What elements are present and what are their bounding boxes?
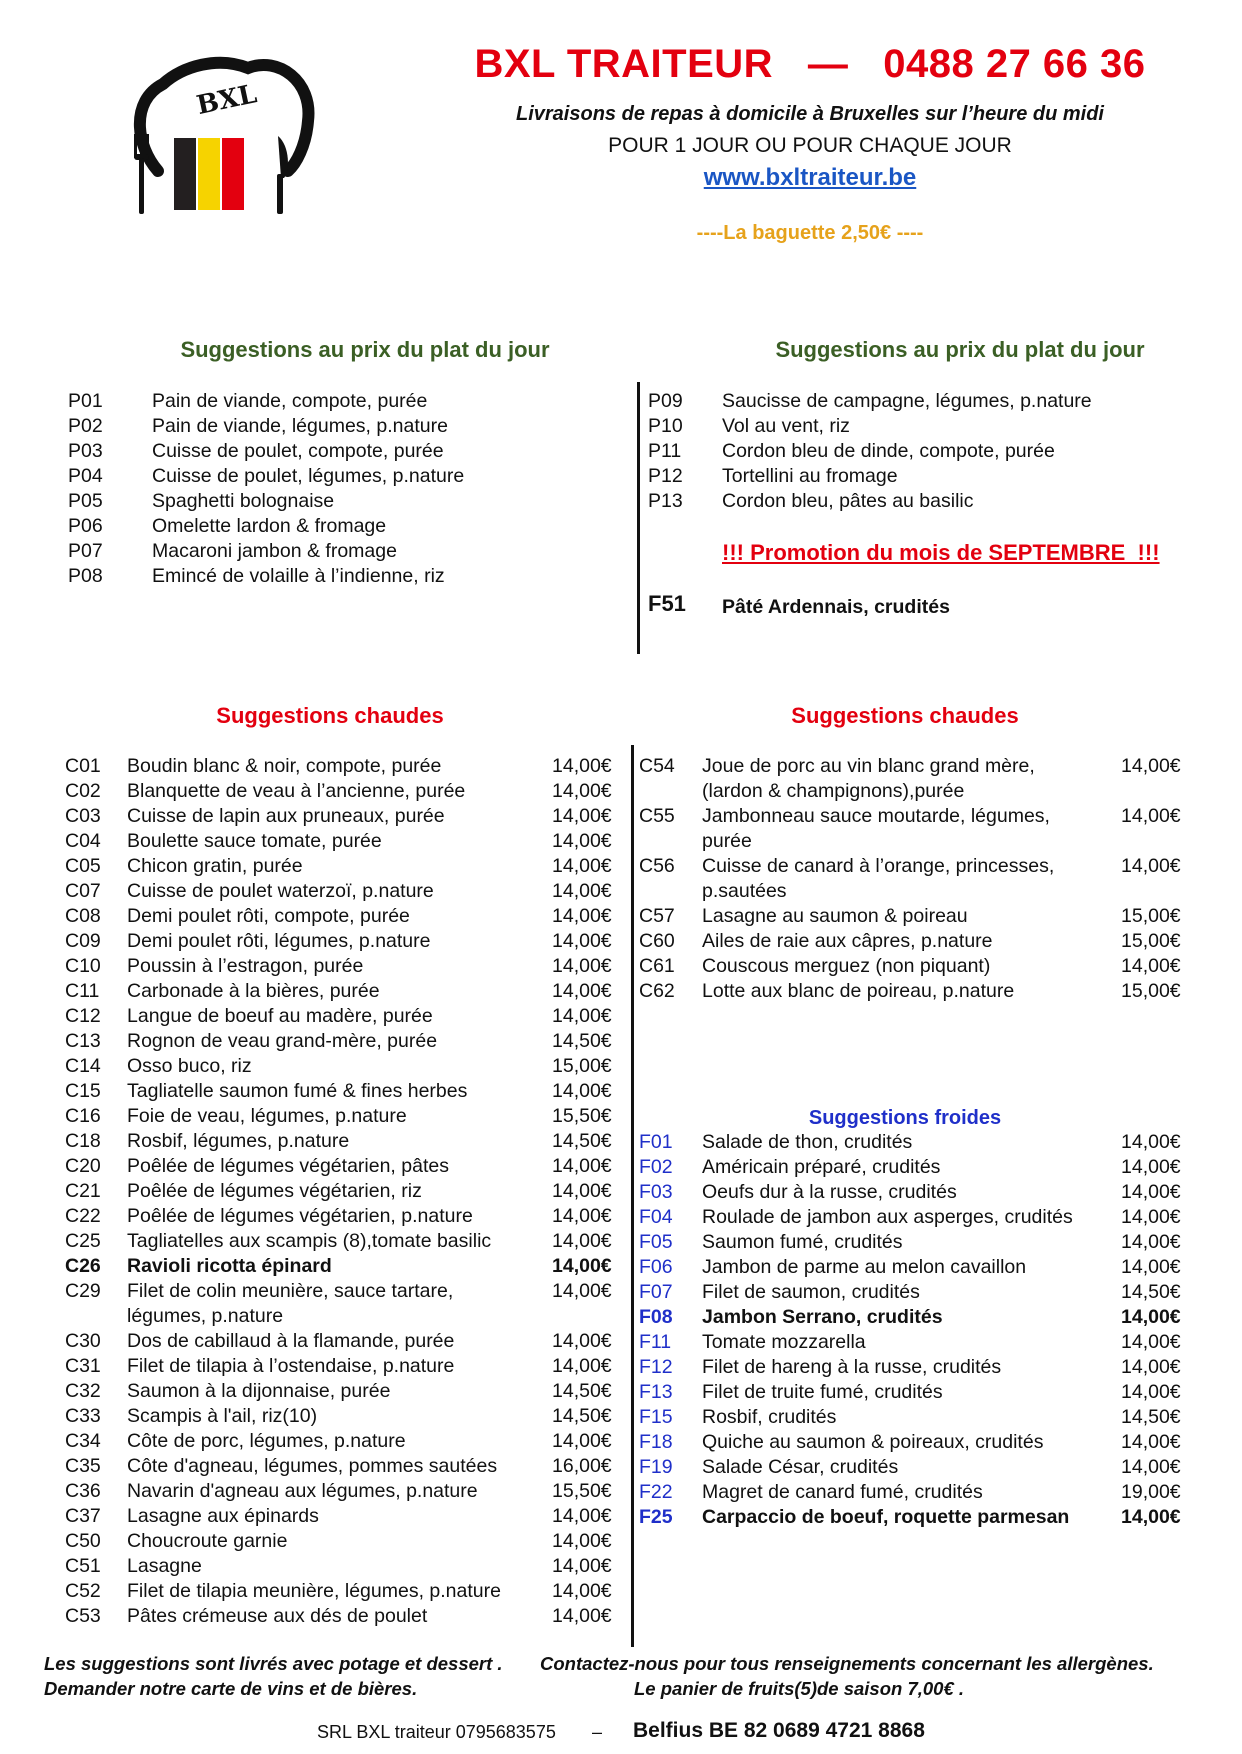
- item-code: F12: [639, 1356, 673, 1378]
- item-name: Omelette lardon & fromage: [152, 515, 387, 537]
- item-code: C10: [65, 955, 101, 977]
- item-price: 14,00€: [1121, 1381, 1181, 1403]
- item-name: Pain de viande, compote, purée: [152, 390, 428, 412]
- item-code: C20: [65, 1155, 101, 1177]
- item-code: P09: [648, 390, 683, 412]
- item-price: 15,00€: [1121, 905, 1181, 927]
- item-code: C25: [65, 1230, 101, 1252]
- item-name: Navarin d'agneau aux légumes, p.nature: [127, 1480, 478, 1502]
- item-price: 14,00€: [1121, 1331, 1181, 1353]
- item-price: 14,50€: [1121, 1281, 1181, 1303]
- brand-title: BXL TRAITEUR — 0488 27 66 36: [474, 42, 1146, 86]
- item-code: F04: [639, 1206, 673, 1228]
- item-code: P03: [68, 440, 103, 462]
- item-name: Jambon de parme au melon cavaillon: [702, 1256, 1027, 1278]
- item-code: P11: [648, 440, 682, 462]
- item-name: Quiche au saumon & poireaux, crudités: [702, 1431, 1044, 1453]
- footer-note-wines: Demander notre carte de vins et de bières.: [44, 1678, 418, 1699]
- item-price: 14,00€: [552, 1005, 612, 1027]
- flag-yellow: [198, 138, 220, 210]
- item-code: C34: [65, 1430, 101, 1452]
- chef-hat-logo-icon: [128, 46, 316, 216]
- item-name: Saucisse de campagne, légumes, p.nature: [722, 390, 1092, 412]
- item-code: C54: [639, 755, 675, 777]
- item-code: P07: [68, 540, 103, 562]
- item-price: 14,50€: [552, 1130, 612, 1152]
- item-name: Saumon fumé, crudités: [702, 1231, 903, 1253]
- item-code: C35: [65, 1455, 101, 1477]
- item-name: Choucroute garnie: [127, 1530, 288, 1552]
- item-code: F08: [639, 1306, 673, 1328]
- item-name: Filet de tilapia meunière, légumes, p.nature: [127, 1580, 501, 1602]
- item-price: 14,00€: [552, 930, 612, 952]
- item-name: Roulade de jambon aux asperges, crudités: [702, 1206, 1073, 1228]
- plat-du-jour-title-left: Suggestions au prix du plat du jour: [180, 337, 550, 362]
- item-code: P05: [68, 490, 103, 512]
- item-code: C33: [65, 1405, 101, 1427]
- item-code: F19: [639, 1456, 673, 1478]
- item-code: C16: [65, 1105, 101, 1127]
- item-code: C50: [65, 1530, 101, 1552]
- plat-du-jour-title-right: Suggestions au prix du plat du jour: [775, 337, 1145, 362]
- item-code: F07: [639, 1281, 673, 1303]
- item-name: Dos de cabillaud à la flamande, purée: [127, 1330, 455, 1352]
- fork-icon: [134, 134, 149, 214]
- item-code: C62: [639, 980, 675, 1002]
- item-code: C15: [65, 1080, 101, 1102]
- item-code: C11: [65, 980, 100, 1002]
- item-price: 14,00€: [552, 1330, 612, 1352]
- item-price: 14,00€: [552, 805, 612, 827]
- item-name: Tagliatelles aux scampis (8),tomate basilic: [127, 1230, 492, 1252]
- item-name: Boudin blanc & noir, compote, purée: [127, 755, 442, 777]
- item-name: Poêlée de légumes végétarien, p.nature: [127, 1205, 473, 1227]
- item-name: Saumon à la dijonnaise, purée: [127, 1380, 391, 1402]
- item-name: Côte d'agneau, légumes, pommes sautées: [127, 1455, 498, 1477]
- item-name: Oeufs dur à la russe, crudités: [702, 1181, 957, 1203]
- item-price: 19,00€: [1121, 1481, 1181, 1503]
- item-code: F15: [639, 1406, 673, 1428]
- item-code: C61: [639, 955, 675, 977]
- item-name: Filet de colin meunière, sauce tartare,: [127, 1280, 454, 1302]
- item-code: F02: [639, 1156, 673, 1178]
- item-name: Foie de veau, légumes, p.nature: [127, 1105, 407, 1127]
- item-price: 14,00€: [552, 1080, 612, 1102]
- item-price: 14,00€: [552, 855, 612, 877]
- item-price: 14,00€: [552, 1280, 612, 1302]
- item-name: Salade de thon, crudités: [702, 1131, 913, 1153]
- footer-note-fruits: Le panier de fruits(5)de saison 7,00€ .: [634, 1678, 965, 1699]
- item-code: C57: [639, 905, 675, 927]
- item-code: C13: [65, 1030, 101, 1052]
- item-name: Pain de viande, légumes, p.nature: [152, 415, 448, 437]
- item-code: C56: [639, 855, 675, 877]
- item-price: 14,00€: [1121, 1306, 1181, 1328]
- item-name: Cuisse de poulet, compote, purée: [152, 440, 444, 462]
- item-price: 14,00€: [552, 1605, 612, 1627]
- item-price: 14,50€: [552, 1380, 612, 1402]
- item-name: Macaroni jambon & fromage: [152, 540, 397, 562]
- item-code: C09: [65, 930, 101, 952]
- promotion-banner: !!! Promotion du mois de SEPTEMBRE !!!: [722, 540, 1160, 565]
- item-price: 15,50€: [552, 1480, 612, 1502]
- item-price: 14,00€: [552, 830, 612, 852]
- item-name: Filet de saumon, crudités: [702, 1281, 920, 1303]
- item-code: C52: [65, 1580, 101, 1602]
- item-name: Jambon Serrano, crudités: [702, 1306, 943, 1328]
- item-code: C32: [65, 1380, 101, 1402]
- item-name: Couscous merguez (non piquant): [702, 955, 991, 977]
- item-name: Lasagne: [127, 1555, 202, 1577]
- item-price: 14,00€: [552, 1355, 612, 1377]
- item-name: Cordon bleu de dinde, compote, purée: [722, 440, 1055, 462]
- item-price: 16,00€: [552, 1455, 612, 1477]
- item-name: Chicon gratin, purée: [127, 855, 303, 877]
- company-registration: SRL BXL traiteur 0795683575: [317, 1722, 556, 1742]
- chaudes-title-right: Suggestions chaudes: [791, 703, 1019, 728]
- promo-item-name: Pâté Ardennais, crudités: [722, 596, 950, 618]
- item-price: 14,00€: [552, 780, 612, 802]
- item-price: 14,00€: [1121, 1206, 1181, 1228]
- footer-separator: –: [592, 1722, 603, 1742]
- item-name-continued: (lardon & champignons),purée: [702, 780, 965, 802]
- item-name: Tomate mozzarella: [702, 1331, 866, 1353]
- item-name: Ravioli ricotta épinard: [127, 1255, 332, 1277]
- item-price: 14,00€: [1121, 1256, 1181, 1278]
- item-code: C53: [65, 1605, 101, 1627]
- item-price: 14,00€: [1121, 1356, 1181, 1378]
- item-name: Lasagne au saumon & poireau: [702, 905, 968, 927]
- item-price: 14,00€: [1121, 805, 1181, 827]
- item-code: C01: [65, 755, 101, 777]
- item-price: 14,00€: [1121, 1156, 1181, 1178]
- item-code: C51: [65, 1555, 101, 1577]
- item-name-continued: p.sautées: [702, 880, 787, 902]
- item-price: 14,00€: [1121, 1456, 1181, 1478]
- item-code: C04: [65, 830, 101, 852]
- item-price: 14,00€: [552, 880, 612, 902]
- item-code: P04: [68, 465, 103, 487]
- item-name: Filet de truite fumé, crudités: [702, 1381, 943, 1403]
- item-name: Rognon de veau grand-mère, purée: [127, 1030, 438, 1052]
- item-name: Tagliatelle saumon fumé & fines herbes: [127, 1080, 468, 1102]
- item-price: 14,50€: [552, 1030, 612, 1052]
- item-name: Poêlée de légumes végétarien, pâtes: [127, 1155, 449, 1177]
- item-price: 14,00€: [1121, 755, 1181, 777]
- item-price: 14,00€: [552, 905, 612, 927]
- item-code: P13: [648, 490, 683, 512]
- item-code: C36: [65, 1480, 101, 1502]
- item-price: 14,00€: [552, 1505, 612, 1527]
- item-name: Emincé de volaille à l’indienne, riz: [152, 565, 445, 587]
- item-name: Lotte aux blanc de poireau, p.nature: [702, 980, 1015, 1002]
- item-code: C37: [65, 1505, 101, 1527]
- item-name: Spaghetti bolognaise: [152, 490, 335, 512]
- column-divider: [631, 745, 634, 1647]
- item-name: Vol au vent, riz: [722, 415, 850, 437]
- baguette-price: ----La baguette 2,50€ ----: [696, 222, 924, 244]
- item-name: Cordon bleu, pâtes au basilic: [722, 490, 974, 512]
- item-price: 15,00€: [1121, 930, 1181, 952]
- item-price: 14,00€: [552, 1530, 612, 1552]
- item-code: C30: [65, 1330, 101, 1352]
- item-code: C08: [65, 905, 101, 927]
- item-price: 14,00€: [1121, 955, 1181, 977]
- item-price: 14,00€: [1121, 1231, 1181, 1253]
- item-price: 14,00€: [552, 1255, 612, 1277]
- item-code: P06: [68, 515, 103, 537]
- item-code: F22: [639, 1481, 673, 1503]
- item-price: 14,00€: [552, 1580, 612, 1602]
- item-price: 14,00€: [552, 955, 612, 977]
- item-price: 14,50€: [1121, 1406, 1181, 1428]
- item-name: Langue de boeuf au madère, purée: [127, 1005, 433, 1027]
- item-name: Joue de porc au vin blanc grand mère,: [702, 755, 1035, 777]
- item-price: 14,00€: [552, 980, 612, 1002]
- item-code: F01: [639, 1131, 673, 1153]
- item-code: P01: [68, 390, 103, 412]
- item-name: Lasagne aux épinards: [127, 1505, 319, 1527]
- item-code: P10: [648, 415, 683, 437]
- item-name: Ailes de raie aux câpres, p.nature: [702, 930, 993, 952]
- item-code: C22: [65, 1205, 101, 1227]
- flag-red: [222, 138, 244, 210]
- item-name: Côte de porc, légumes, p.nature: [127, 1430, 406, 1452]
- item-price: 14,00€: [1121, 1181, 1181, 1203]
- flag-black: [174, 138, 196, 210]
- item-price: 14,00€: [552, 1155, 612, 1177]
- item-code: C02: [65, 780, 101, 802]
- item-price: 15,00€: [1121, 980, 1181, 1002]
- item-name: Blanquette de veau à l’ancienne, purée: [127, 780, 466, 802]
- item-code: F13: [639, 1381, 673, 1403]
- item-price: 14,00€: [1121, 1506, 1181, 1528]
- item-name: Osso buco, riz: [127, 1055, 252, 1077]
- item-code: C07: [65, 880, 101, 902]
- item-price: 14,00€: [1121, 1131, 1181, 1153]
- item-price: 14,00€: [552, 1430, 612, 1452]
- item-code: C21: [65, 1180, 101, 1202]
- item-name-continued: légumes, p.nature: [127, 1305, 284, 1327]
- item-code: P02: [68, 415, 103, 437]
- item-name: Jambonneau sauce moutarde, légumes,: [702, 805, 1050, 827]
- logo-text: BXL: [194, 79, 260, 122]
- item-code: C55: [639, 805, 675, 827]
- item-name: Américain préparé, crudités: [702, 1156, 941, 1178]
- item-price: 14,00€: [552, 1230, 612, 1252]
- item-code: C26: [65, 1255, 101, 1277]
- column-divider: [637, 382, 640, 654]
- item-code: F11: [639, 1331, 672, 1353]
- item-code: P08: [68, 565, 103, 587]
- item-name: Rosbif, légumes, p.nature: [127, 1130, 350, 1152]
- item-code: C18: [65, 1130, 101, 1152]
- item-name: Demi poulet rôti, légumes, p.nature: [127, 930, 431, 952]
- item-price: 14,50€: [552, 1405, 612, 1427]
- footer-note-allergens: Contactez-nous pour tous renseignements concernant les allergènes.: [540, 1653, 1154, 1674]
- item-price: 15,00€: [552, 1055, 612, 1077]
- item-price: 14,00€: [552, 755, 612, 777]
- item-name: Tortellini au fromage: [722, 465, 898, 487]
- item-code: C03: [65, 805, 101, 827]
- item-name: Carpaccio de boeuf, roquette parmesan: [702, 1506, 1070, 1528]
- item-price: 14,00€: [1121, 855, 1181, 877]
- item-code: F03: [639, 1181, 673, 1203]
- item-code: F06: [639, 1256, 673, 1278]
- item-name: Poussin à l’estragon, purée: [127, 955, 364, 977]
- item-name: Demi poulet rôti, compote, purée: [127, 905, 410, 927]
- item-name: Cuisse de lapin aux pruneaux, purée: [127, 805, 445, 827]
- item-name: Salade César, crudités: [702, 1456, 899, 1478]
- item-name: Carbonade à la bières, purée: [127, 980, 380, 1002]
- item-price: 14,00€: [552, 1205, 612, 1227]
- item-price: 14,00€: [1121, 1431, 1181, 1453]
- item-name: Rosbif, crudités: [702, 1406, 837, 1428]
- item-name: Filet de tilapia à l’ostendaise, p.nature: [127, 1355, 455, 1377]
- item-code: C60: [639, 930, 675, 952]
- item-code: C31: [65, 1355, 101, 1377]
- item-name: Filet de hareng à la russe, crudités: [702, 1356, 1002, 1378]
- item-name: Scampis à l'ail, riz(10): [127, 1405, 318, 1427]
- item-code: F25: [639, 1506, 673, 1528]
- tagline: Livraisons de repas à domicile à Bruxelles sur l’heure du midi: [516, 103, 1104, 125]
- footer-note-potage: Les suggestions sont livrés avec potage et dessert .: [44, 1653, 503, 1674]
- item-code: C05: [65, 855, 101, 877]
- promo-item-code: F51: [648, 591, 686, 616]
- item-code: C29: [65, 1280, 101, 1302]
- frequency-text: POUR 1 JOUR OU POUR CHAQUE JOUR: [608, 134, 1012, 157]
- item-code: P12: [648, 465, 683, 487]
- item-name: Magret de canard fumé, crudités: [702, 1481, 983, 1503]
- chaudes-title-left: Suggestions chaudes: [216, 703, 444, 728]
- bank-account: Belfius BE 82 0689 4721 8868: [633, 1719, 925, 1742]
- item-code: C12: [65, 1005, 101, 1027]
- item-name: Poêlée de légumes végétarien, riz: [127, 1180, 422, 1202]
- item-name-continued: purée: [702, 830, 752, 852]
- item-name: Cuisse de poulet waterzoï, p.nature: [127, 880, 434, 902]
- item-price: 15,50€: [552, 1105, 612, 1127]
- item-name: Cuisse de canard à l’orange, princesses,: [702, 855, 1055, 877]
- item-code: F05: [639, 1231, 673, 1253]
- item-price: 14,00€: [552, 1180, 612, 1202]
- website-link[interactable]: www.bxltraiteur.be: [703, 164, 917, 191]
- item-code: C14: [65, 1055, 101, 1077]
- item-name: Pâtes crémeuse aux dés de poulet: [127, 1605, 428, 1627]
- item-price: 14,00€: [552, 1555, 612, 1577]
- froides-title: Suggestions froides: [808, 1107, 1002, 1129]
- item-name: Cuisse de poulet, légumes, p.nature: [152, 465, 465, 487]
- item-code: F18: [639, 1431, 673, 1453]
- item-name: Boulette sauce tomate, purée: [127, 830, 382, 852]
